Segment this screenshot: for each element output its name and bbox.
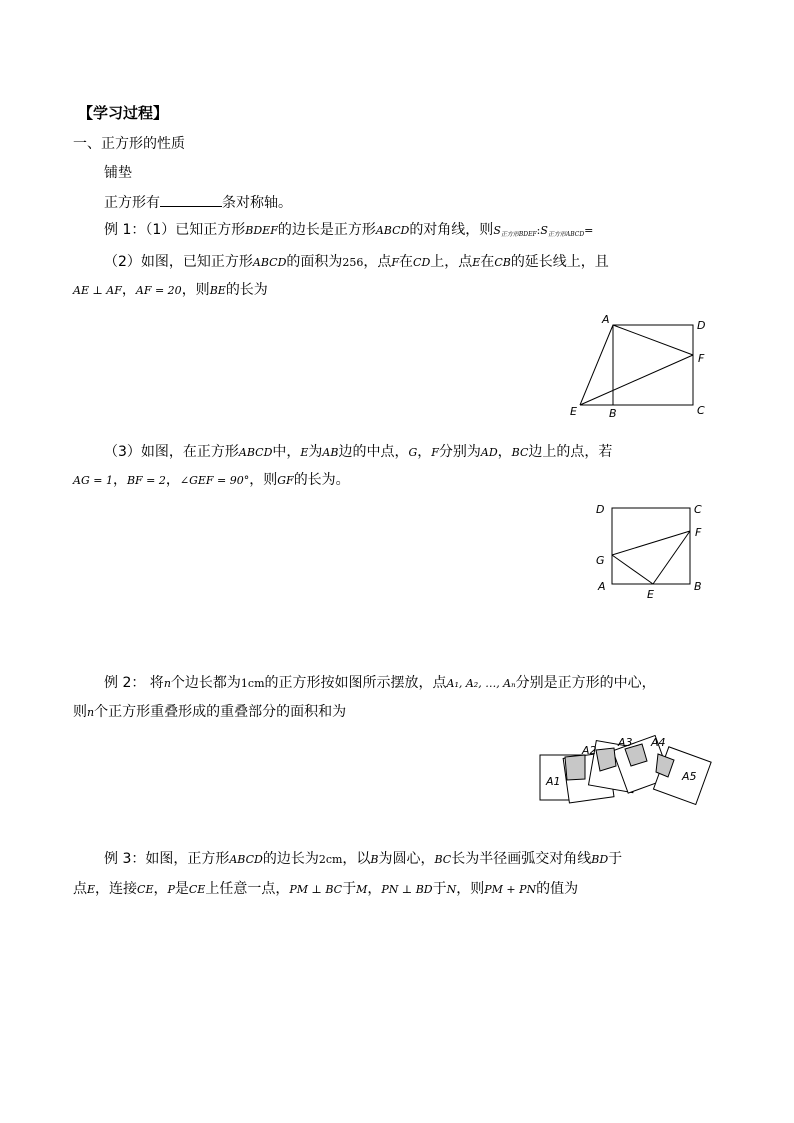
label-b: B — [609, 407, 617, 420]
question-symmetry-axes: 正方形有 条对称轴。 — [104, 192, 292, 213]
label-e: E — [570, 405, 577, 418]
label-a1: A1 — [546, 775, 561, 788]
section-heading: 【学习过程】 — [78, 104, 169, 122]
label-a-2: A — [598, 580, 606, 593]
label-a4: A4 — [651, 736, 666, 749]
segment-gf — [612, 531, 690, 555]
square-abcd — [613, 325, 693, 405]
subsection-label: 铺垫 — [104, 165, 132, 181]
label-d: D — [697, 319, 706, 332]
label-g: G — [596, 554, 605, 567]
label-a3: A3 — [618, 736, 633, 749]
segment-ef-2 — [653, 531, 690, 584]
label-a2: A2 — [582, 744, 597, 757]
label-a5: A5 — [682, 770, 697, 783]
example1-part3-line2: AG = 1，BF = 2，∠GEF = 90°，则GF的长为。 — [73, 472, 350, 488]
label-f-2: F — [695, 526, 702, 539]
segment-ge — [612, 555, 653, 584]
label-a: A — [602, 313, 610, 326]
example1-part3-line1: （3）如图，在正方形ABCD中，E为AB边的中点，G，F分别为AD，BC边上的点，若 — [104, 444, 613, 460]
example2-line2: 则n个正方形重叠形成的重叠部分的面积和为 — [73, 704, 347, 720]
label-c: C — [697, 404, 705, 417]
segment-af — [613, 325, 693, 355]
square-abcd-2 — [612, 508, 690, 584]
figure-overlapping-squares — [530, 722, 730, 807]
figure-square-ae-af — [560, 312, 720, 422]
segment-ef — [580, 355, 693, 405]
example1-part1: 例 1：（1）已知正方形BDEF的边长是正方形ABCD的对角线，则$S_{正方形BDEF}:S_{正方形ABCD}=$ — [104, 222, 594, 238]
overlap-1 — [565, 755, 585, 780]
example3-line2: 点E，连接CE，P是CE上任意一点，PM ⊥ BC于M，PN ⊥ BD于N，则PM + PN的值为 — [73, 881, 579, 897]
label-e-2: E — [647, 588, 654, 601]
section-title: 一、正方形的性质 — [73, 136, 185, 152]
example3-line1: 例 3：如图，正方形ABCD的边长为2cm，以B为圆心，BC长为半径画弧交对角线BD于 — [104, 851, 623, 867]
label-d-2: D — [596, 503, 605, 516]
figure-square-gef — [590, 498, 720, 603]
example2-line1: 例 2： 将n个边长都为1cm的正方形按如图所示摆放，点A₁, A₂, …, Aₙ分别是正方形的中心， — [104, 675, 656, 691]
example1-part2-line1: （2）如图，已知正方形ABCD的面积为256，点F在CD上，点E在CB的延长线上，且 — [104, 254, 609, 270]
answer-blank[interactable] — [160, 192, 222, 207]
label-f: F — [698, 352, 705, 365]
label-c-2: C — [694, 503, 702, 516]
example1-part2-line2: AE ⊥ AF，AF = 20，则BE的长为 — [73, 282, 268, 298]
label-b-2: B — [694, 580, 702, 593]
